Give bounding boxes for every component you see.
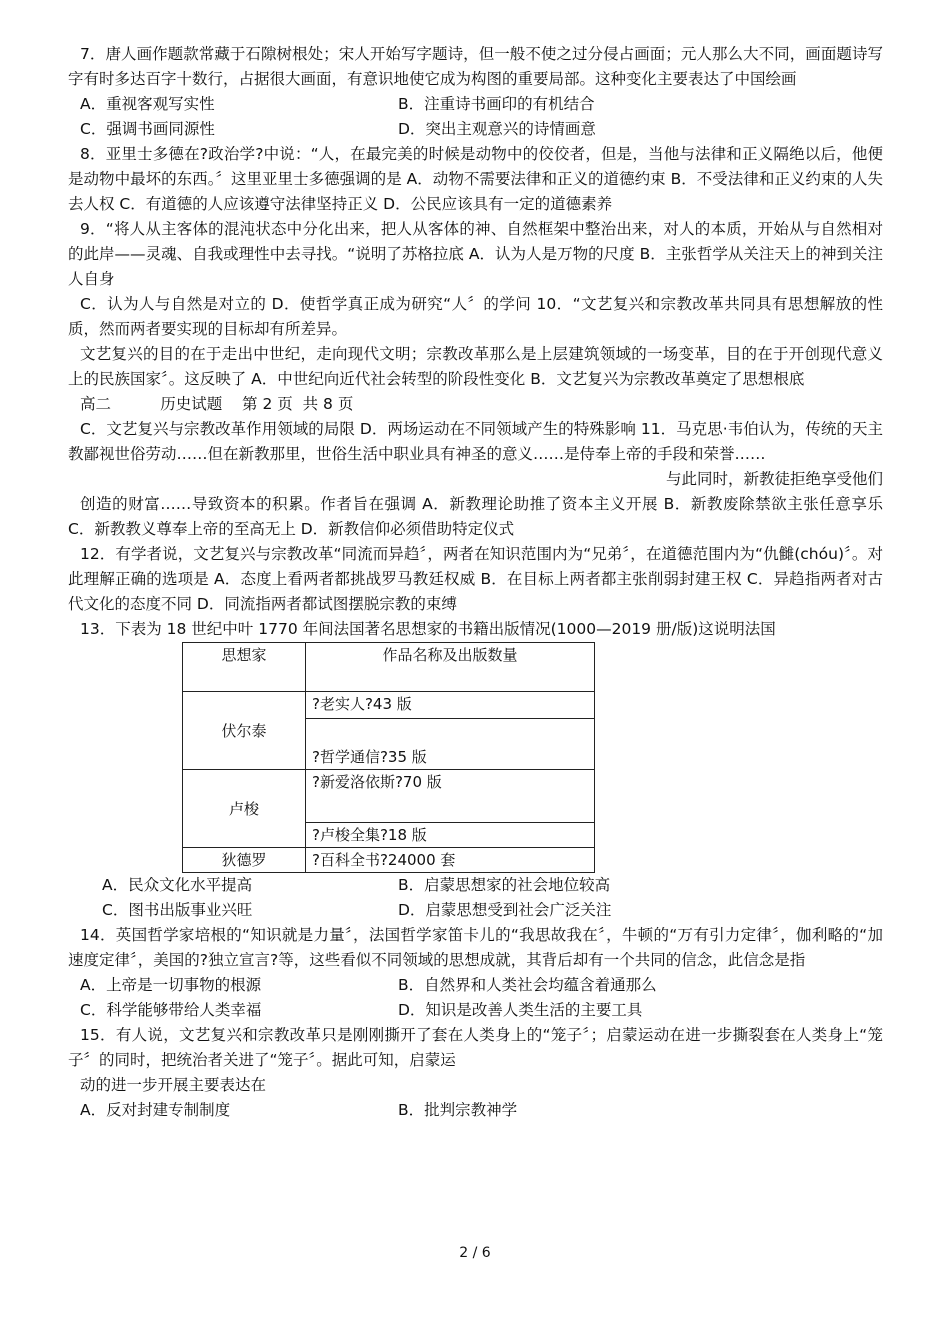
table-row xyxy=(183,848,595,873)
question-11-line-2: 与此同时，新教徒拒绝享受他们 xyxy=(665,470,883,488)
table-cell-work: ?卢梭全集?18 版 xyxy=(306,823,595,848)
table-cell-work: ?哲学通信?35 版 xyxy=(306,719,595,770)
question-9-continued: C．认为人与自然是对立的 D．使哲学真正成为研究“人〞的学问 10．“文艺复兴和宗教改革共同具有思想解放的性质，然而两者要实现的目标却有所差异。 xyxy=(68,295,883,338)
question-9-stem: 9．“将人从主客体的混沌状态中分化出来，把人从客体的神、自然框架中整治出来，对人的本质，开始从与自然相对的此岸——灵魂、自我或理性中去寻找。“说明了苏格拉底 A．认为人是万物的尺度 B．主张哲学从关注天上的神到关注人自身 xyxy=(68,220,883,288)
question-13-option-d: D．启蒙思想受到社会广泛关注 xyxy=(398,901,612,919)
question-13-option-a: A．民众文化水平提高 xyxy=(102,876,253,894)
question-11-line-1: C．文艺复兴与宗教改革作用领域的局限 D．两场运动在不同领域产生的特殊影响 11．马克思·韦伯认为，传统的天主教鄙视世俗劳动……但在新教那里，世俗生活中职业具有神圣的意义……是侍奉上帝的手段和荣誉…… xyxy=(68,420,883,463)
question-14-option-b: B．自然界和人类社会均蕴含着通那么 xyxy=(398,976,657,994)
question-7-option-a: A．重视客观写实性 xyxy=(80,95,215,113)
question-10-text: 文艺复兴的目的在于走出中世纪，走向现代文明；宗教改革那么是上层建筑领域的一场变革，目的在于开创现代意义上的民族国家〞。这反映了 A．中世纪向近代社会转型的阶段性变化 B．文艺复兴为宗教改革奠定了思想根底 xyxy=(68,345,883,388)
question-13-options-row-1 xyxy=(68,873,883,898)
question-12: 12．有学者说，文艺复兴与宗教改革“同流而异趋〞，两者在知识范围内为“兄弟〞，在道德范围内为“仇雠(chóu)〞。对此理解正确的选项是 A．态度上看两者都挑战罗马教廷权威 B．在目标上两者都主张削弱封建王权 C．异趋指两者对古代文化的态度不同 D．同流指两者都试图摆脱宗教的束缚 xyxy=(68,545,883,613)
footer-page: 第 2 页 共 8 页 xyxy=(242,395,354,413)
table-cell-work: ?新爱洛依斯?70 版 xyxy=(306,770,595,823)
footer-subject: 历史试题 xyxy=(160,395,223,413)
question-7-option-d: D．突出主观意兴的诗情画意 xyxy=(398,120,596,138)
question-7-stem: 7．唐人画作题款常藏于石隙树根处；宋人开始写字题诗，但一般不使之过分侵占画面；元人那么大不同，画面题诗写字有时多达百字十数行，占据很大画面，有意识地使它成为构图的重要局部。这种变化主要表达了中国绘画 xyxy=(68,45,883,88)
question-13-options-row-2 xyxy=(68,898,883,923)
question-13-option-c: C．图书出版事业兴旺 xyxy=(102,901,253,919)
question-14-stem: 14．英国哲学家培根的“知识就是力量〞，法国哲学家笛卡儿的“我思故我在〞，牛顿的“万有引力定律〞，伽利略的“加速度定律〞，美国的?独立宣言?等，这些看似不同领域的思想成就，其背后却有一个共同的信念，此信念是指 xyxy=(68,926,883,969)
question-11-line-3: 创造的财富……导致资本的积累。作者旨在强调 A．新教理论助推了资本主义开展 B．新教废除禁欲主张任意享乐 C．新教教义尊奉上帝的至高无上 D．新教信仰必须借助特定仪式 xyxy=(68,495,883,538)
table-cell-work: ?老实人?43 版 xyxy=(306,692,595,719)
question-15-continued: 动的进一步开展主要表达在 xyxy=(80,1076,267,1094)
table-cell-work: ?百科全书?24000 套 xyxy=(306,848,595,873)
question-7-option-b: B．注重诗书画印的有机结合 xyxy=(398,95,595,113)
table-header-row xyxy=(183,643,595,692)
table-row xyxy=(183,692,595,719)
question-14-option-a: A．上帝是一切事物的根源 xyxy=(80,976,262,994)
page-footer xyxy=(68,392,883,417)
question-14-options-row-2 xyxy=(68,998,883,1023)
question-7-options-row-1 xyxy=(68,92,883,117)
question-15-stem: 15．有人说，文艺复兴和宗教改革只是刚刚撕开了套在人类身上的“笼子〞；启蒙运动在进一步撕裂套在人类身上“笼子〞的同时，把统治者关进了“笼子〞。据此可知，启蒙运 xyxy=(68,1026,883,1069)
question-7-options-row-2 xyxy=(68,117,883,142)
question-8: 8．亚里士多德在?政治学?中说：“人，在最完美的时候是动物中的佼佼者，但是，当他与法律和正义隔绝以后，他便是动物中最坏的东西。〞这里亚里士多德强调的是 A．动物不需要法律和正义的道德约束 B．不受法律和正义约束的人失去人权 C．有道德的人应该遵守法律坚持正义 D．公民应该具有一定的道德素养 xyxy=(68,145,883,213)
question-14-option-d: D．知识是改善人类生活的主要工具 xyxy=(398,1001,643,1019)
question-13-option-b: B．启蒙思想家的社会地位较高 xyxy=(398,876,611,894)
page-number: 2 / 6 xyxy=(459,1245,491,1261)
publication-table xyxy=(182,642,595,873)
question-14-option-c: C．科学能够带给人类幸福 xyxy=(80,1001,262,1019)
question-13-stem: 13．下表为 18 世纪中叶 1770 年间法国著名思想家的书籍出版情况(1000—2019 册/版)这说明法国 xyxy=(80,620,776,638)
table-header-thinker: 思想家 xyxy=(183,643,306,692)
exam-page xyxy=(68,42,883,1123)
footer-grade: 高二 xyxy=(80,395,112,413)
question-15-option-b: B．批判宗教神学 xyxy=(398,1101,518,1119)
table-header-works: 作品名称及出版数量 xyxy=(306,643,595,692)
question-7-option-c: C．强调书画同源性 xyxy=(80,120,215,138)
table-row xyxy=(183,770,595,823)
question-15-options-row-1 xyxy=(68,1098,883,1123)
table-cell-diderot: 狄德罗 xyxy=(183,848,306,873)
question-15-option-a: A．反对封建专制制度 xyxy=(80,1101,231,1119)
question-14-options-row-1 xyxy=(68,973,883,998)
table-cell-voltaire: 伏尔泰 xyxy=(183,692,306,770)
table-cell-rousseau: 卢梭 xyxy=(183,770,306,848)
